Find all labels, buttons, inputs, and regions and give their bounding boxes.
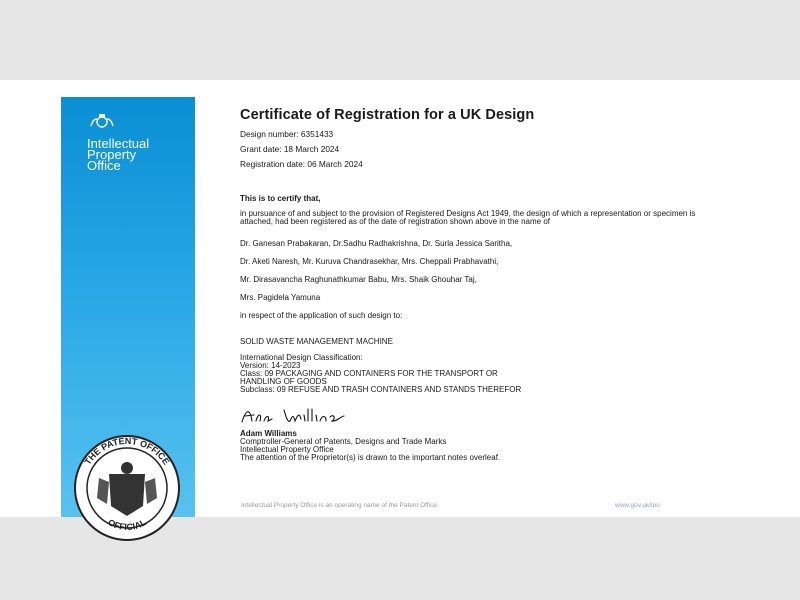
footer-operating-name: Intellectual Property Office is an operating name of the Patent Office — [241, 502, 437, 509]
design-title: SOLID WASTE MANAGEMENT MACHINE — [240, 337, 393, 346]
classification-version: Version: 14-2023 — [240, 361, 301, 370]
signatory-org: Intellectual Property Office — [240, 445, 334, 454]
certificate-title: Certificate of Registration for a UK Design — [240, 107, 535, 123]
patent-office-seal — [61, 432, 193, 544]
grant-date: Grant date: 18 March 2024 — [240, 144, 340, 154]
holder-name-line-1: Dr. Ganesan Prabakaran, Dr.Sadhu Radhakrishna, Dr. Surla Jessica Saritha, — [240, 239, 513, 248]
ipo-side-band — [61, 97, 195, 533]
classification-class-cont: HANDLING OF GOODS — [240, 377, 327, 386]
certificate-content — [240, 107, 720, 462]
proprietor-notes: The attention of the Proprietor(s) is drawn to the important notes overleaf. — [240, 453, 501, 462]
classification-heading: International Design Classification: — [240, 353, 363, 362]
registration-date: Registration date: 06 March 2024 — [240, 159, 363, 169]
classification-class: Class: 09 PACKAGING AND CONTAINERS FOR THE TRANSPORT OR — [240, 369, 498, 378]
application-line: in respect of the application of such design to: — [240, 311, 403, 320]
certificate-page — [0, 80, 800, 533]
design-number: Design number: 6351433 — [240, 129, 334, 139]
certify-heading: This is to certify that, — [240, 194, 321, 203]
holder-name-line-4: Mrs. Pagidela Yamuna — [240, 293, 321, 302]
classification-subclass: Subclass: 09 REFUSE AND TRASH CONTAINERS AND STANDS THEREFOR — [240, 385, 522, 394]
ipo-logo — [87, 113, 149, 171]
design-classification — [240, 354, 720, 394]
holder-name-line-3: Mr. Dirasavancha Raghunathkumar Babu, Mrs. Shaik Ghouhar Taj, — [240, 275, 477, 284]
signature-image — [240, 405, 400, 427]
office-name: Intellectual Property Office — [87, 136, 150, 173]
seal-top-text: THE PATENT OFFICE — [82, 435, 172, 467]
royal-crest-icon — [87, 113, 117, 131]
page-footer — [241, 502, 691, 509]
footer-website-link[interactable]: www.gov.uk/ipo — [615, 502, 660, 509]
certify-body: in pursuance of and subject to the provision of Registered Designs Act 1949, the design of which a representation or specimen is attached, had been registered as of the date of registration shown above in the name of — [240, 209, 696, 226]
holder-name-line-2: Dr. Aketi Naresh, Mr. Kuruva Chandrasekhar, Mrs. Cheppali Prabhavathi, — [240, 257, 499, 266]
seal-bottom-text: OFFICIAL — [106, 517, 148, 533]
signatory-title: Comptroller-General of Patents, Designs and Trade Marks — [240, 437, 447, 446]
signatory-name: Adam Williams — [240, 429, 297, 438]
